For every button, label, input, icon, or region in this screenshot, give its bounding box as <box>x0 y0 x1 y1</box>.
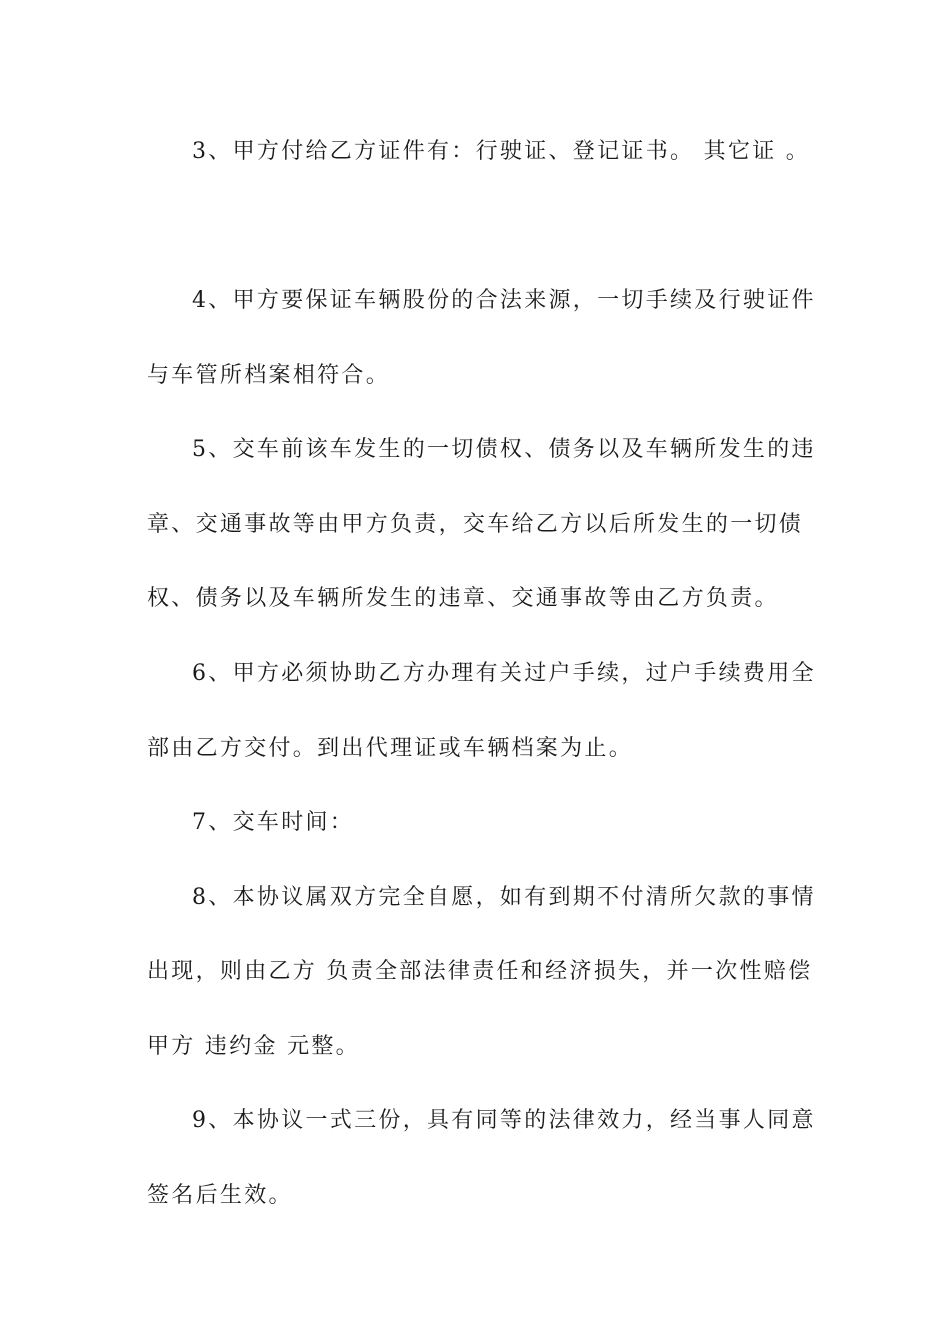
clause-8-line-1: 8、本协议属双方完全自愿，如有到期不付清所欠款的事情 <box>192 885 816 910</box>
clause-9-line-2: 签名后生效。 <box>147 1183 293 1208</box>
clause-8-line-2: 出现，则由乙方 负责全部法律责任和经济损失，并一次性赔偿 <box>147 959 813 984</box>
clause-9-line-1: 9、本协议一式三份，具有同等的法律效力，经当事人同意 <box>192 1108 816 1133</box>
clause-3-line-1: 3、甲方付给乙方证件有：行驶证、登记证书。 其它证 。 <box>192 139 811 164</box>
clause-7-line-1: 7、交车时间： <box>192 810 355 835</box>
clause-6-line-2: 部由乙方交付。到出代理证或车辆档案为止。 <box>147 736 634 761</box>
clause-6-line-1: 6、甲方必须协助乙方办理有关过户手续，过户手续费用全 <box>192 661 816 686</box>
clause-5-line-2: 章、交通事故等由甲方负责，交车给乙方以后所发生的一切债 <box>147 512 804 537</box>
clause-5-line-1: 5、交车前该车发生的一切债权、债务以及车辆所发生的违 <box>192 437 816 462</box>
clause-4-line-1: 4、甲方要保证车辆股份的合法来源，一切手续及行驶证件 <box>192 288 816 313</box>
clause-5-line-3: 权、债务以及车辆所发生的违章、交通事故等由乙方负责。 <box>147 586 779 611</box>
clause-4-line-2: 与车管所档案相符合。 <box>147 363 391 388</box>
clause-8-line-3: 甲方 违约金 元整。 <box>147 1034 360 1059</box>
